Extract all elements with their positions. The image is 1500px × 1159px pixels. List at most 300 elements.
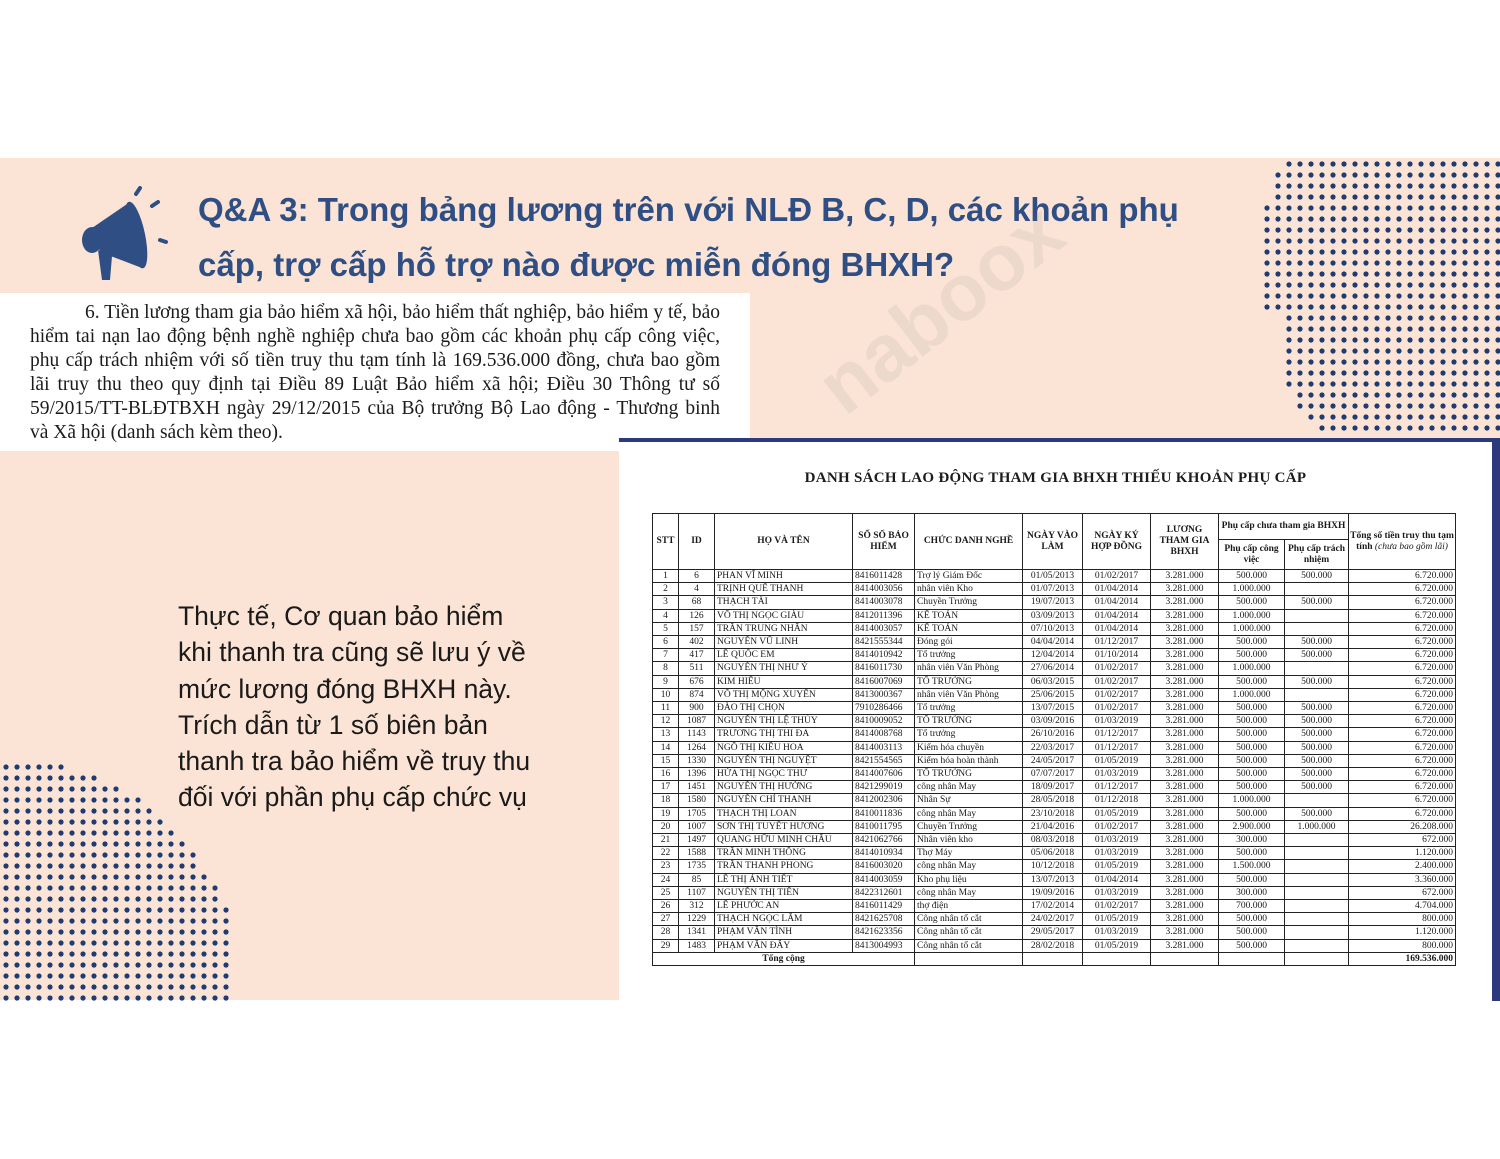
- dot: [47, 973, 52, 978]
- dot: [1407, 282, 1412, 287]
- dot: [1264, 227, 1269, 232]
- dot: [1308, 227, 1313, 232]
- dot: [1374, 194, 1379, 199]
- dot: [91, 984, 96, 989]
- dot: [1484, 414, 1489, 419]
- dot: [201, 918, 206, 923]
- cell-name: TRẦN MINH THÔNG: [715, 847, 853, 860]
- dot: [168, 863, 173, 868]
- dot: [1407, 260, 1412, 265]
- dot: [212, 929, 217, 934]
- dot: [47, 918, 52, 923]
- dot: [1407, 326, 1412, 331]
- dot: [1440, 216, 1445, 221]
- cell-position: TỔ TRƯỞNG: [915, 675, 1023, 688]
- dot: [1308, 183, 1313, 188]
- cell-position: TỔ TRƯỞNG: [915, 715, 1023, 728]
- dot: [1275, 249, 1280, 254]
- cell-total: 3.360.000: [1349, 873, 1456, 886]
- dot: [113, 841, 118, 846]
- dot: [36, 929, 41, 934]
- cell-allowance-work: 500.000: [1219, 728, 1285, 741]
- dot: [157, 852, 162, 857]
- dot: [80, 973, 85, 978]
- dot: [25, 929, 30, 934]
- dot: [1396, 315, 1401, 320]
- cell-name: NGUYỄN CHÍ THANH: [715, 794, 853, 807]
- cell-id: 1087: [679, 715, 715, 728]
- cell-insurance-book: 8412002306: [853, 794, 915, 807]
- cell-position: Tổ trưởng: [915, 728, 1023, 741]
- dot: [168, 918, 173, 923]
- dot: [1484, 260, 1489, 265]
- dot: [1319, 249, 1324, 254]
- dot: [91, 874, 96, 879]
- dot: [47, 863, 52, 868]
- dot: [47, 951, 52, 956]
- dot: [47, 995, 52, 1000]
- dot: [1484, 359, 1489, 364]
- cell-id: 68: [679, 596, 715, 609]
- dot: [1473, 315, 1478, 320]
- cell-contract-date: 01/12/2017: [1083, 636, 1151, 649]
- cell-salary: 3.281.000: [1151, 781, 1219, 794]
- dot: [47, 764, 52, 769]
- cell-allowance-work: 500.000: [1219, 596, 1285, 609]
- dot: [1407, 392, 1412, 397]
- dot: [1473, 216, 1478, 221]
- dot: [1286, 260, 1291, 265]
- cell-insurance-book: 8416011428: [853, 570, 915, 583]
- cell-position: KẾ TOÁN: [915, 622, 1023, 635]
- cell-name: LÊ QUỐC EM: [715, 649, 853, 662]
- cell-name: PHAN VĨ MINH: [715, 570, 853, 583]
- cell-name: NGUYỄN THỊ NHƯ Ý: [715, 662, 853, 675]
- cell-salary: 3.281.000: [1151, 688, 1219, 701]
- cell-start-date: 19/07/2013: [1023, 596, 1083, 609]
- cell-allowance-resp: 500.000: [1285, 675, 1349, 688]
- dot: [91, 929, 96, 934]
- dot: [1374, 260, 1379, 265]
- dot: [47, 885, 52, 890]
- cell-stt: 13: [653, 728, 679, 741]
- cell-allowance-resp: 500.000: [1285, 636, 1349, 649]
- cell-allowance-resp: 1.000.000: [1285, 820, 1349, 833]
- dot: [1385, 414, 1390, 419]
- cell-id: 126: [679, 609, 715, 622]
- dot: [1473, 425, 1478, 430]
- dot: [1484, 172, 1489, 177]
- dot: [91, 940, 96, 945]
- dot: [25, 874, 30, 879]
- dot: [102, 808, 107, 813]
- dot: [1429, 216, 1434, 221]
- cell-id: 1497: [679, 834, 715, 847]
- dot: [1418, 161, 1423, 166]
- dot: [1352, 304, 1357, 309]
- dot: [1341, 304, 1346, 309]
- dot: [3, 907, 8, 912]
- dot: [1440, 403, 1445, 408]
- dot: [80, 863, 85, 868]
- dot: [1429, 414, 1434, 419]
- dot: [1319, 260, 1324, 265]
- cell-insurance-book: 8414008768: [853, 728, 915, 741]
- dot: [1418, 381, 1423, 386]
- cell-name: QUANG HỮU MINH CHÂU: [715, 834, 853, 847]
- dot: [212, 962, 217, 967]
- cell-total: 1.120.000: [1349, 926, 1456, 939]
- dot: [1462, 337, 1467, 342]
- dot: [1418, 348, 1423, 353]
- cell-id: 417: [679, 649, 715, 662]
- dot: [1495, 172, 1500, 177]
- cell-start-date: 25/06/2015: [1023, 688, 1083, 701]
- cell-contract-date: 01/10/2014: [1083, 649, 1151, 662]
- dot: [157, 995, 162, 1000]
- dot: [1374, 227, 1379, 232]
- dot: [1396, 227, 1401, 232]
- dot: [47, 852, 52, 857]
- cell-salary: 3.281.000: [1151, 702, 1219, 715]
- dot: [1451, 370, 1456, 375]
- dot: [1451, 172, 1456, 177]
- table-row: [653, 886, 1456, 899]
- dot: [102, 874, 107, 879]
- dot: [3, 984, 8, 989]
- cell-name: THẠCH THỊ LOAN: [715, 807, 853, 820]
- dot: [1440, 205, 1445, 210]
- dot: [113, 874, 118, 879]
- cell-contract-date: 01/12/2018: [1083, 794, 1151, 807]
- dot: [168, 962, 173, 967]
- cell-total: 6.720.000: [1349, 583, 1456, 596]
- cell-start-date: 13/07/2015: [1023, 702, 1083, 715]
- cell-salary: 3.281.000: [1151, 873, 1219, 886]
- dot: [212, 907, 217, 912]
- dot: [1462, 282, 1467, 287]
- dot: [223, 907, 228, 912]
- dot: [146, 874, 151, 879]
- cell-name: NGUYỄN VŨ LINH: [715, 636, 853, 649]
- dot: [113, 973, 118, 978]
- cell-allowance-resp: 500.000: [1285, 741, 1349, 754]
- dot: [1330, 161, 1335, 166]
- dot: [1319, 194, 1324, 199]
- dot: [1374, 238, 1379, 243]
- dot: [1352, 216, 1357, 221]
- dot: [146, 962, 151, 967]
- cell-position: nhân viên Văn Phòng: [915, 662, 1023, 675]
- dot: [1330, 381, 1335, 386]
- dot: [1297, 194, 1302, 199]
- dot: [1484, 271, 1489, 276]
- dot: [1352, 227, 1357, 232]
- dot: [1297, 238, 1302, 243]
- dot: [36, 896, 41, 901]
- cell-stt: 11: [653, 702, 679, 715]
- cell-id: 511: [679, 662, 715, 675]
- cell-total: 672.000: [1349, 886, 1456, 899]
- dot: [1418, 337, 1423, 342]
- dot: [135, 907, 140, 912]
- dot: [201, 885, 206, 890]
- dot: [1286, 282, 1291, 287]
- dot: [146, 918, 151, 923]
- dot: [1429, 172, 1434, 177]
- dot: [168, 896, 173, 901]
- dot: [1341, 414, 1346, 419]
- dot: [1385, 205, 1390, 210]
- dot: [135, 819, 140, 824]
- dot: [146, 830, 151, 835]
- cell-contract-date: 01/02/2017: [1083, 675, 1151, 688]
- cell-id: 1264: [679, 741, 715, 754]
- dot: [1308, 381, 1313, 386]
- cell-position: công nhân May: [915, 860, 1023, 873]
- cell-total: 6.720.000: [1349, 688, 1456, 701]
- dot: [1451, 392, 1456, 397]
- dot: [1363, 227, 1368, 232]
- dot: [201, 984, 206, 989]
- dot: [1418, 271, 1423, 276]
- dot: [179, 973, 184, 978]
- table-row: [653, 768, 1456, 781]
- dot: [1396, 293, 1401, 298]
- cell-total: 6.720.000: [1349, 754, 1456, 767]
- dot: [124, 929, 129, 934]
- dot: [1374, 293, 1379, 298]
- dot: [1484, 337, 1489, 342]
- dot: [1418, 370, 1423, 375]
- dot: [1429, 205, 1434, 210]
- dot: [1484, 238, 1489, 243]
- dot: [1341, 359, 1346, 364]
- dot: [179, 940, 184, 945]
- dot: [1396, 304, 1401, 309]
- dot: [1495, 293, 1500, 298]
- dot: [201, 907, 206, 912]
- cell-id: 4: [679, 583, 715, 596]
- dot: [1385, 282, 1390, 287]
- cell-total: 800.000: [1349, 913, 1456, 926]
- dot: [1495, 227, 1500, 232]
- cell-total: 6.720.000: [1349, 794, 1456, 807]
- dot: [1473, 337, 1478, 342]
- dot: [1451, 216, 1456, 221]
- dot: [14, 786, 19, 791]
- cell-total: 6.720.000: [1349, 570, 1456, 583]
- dot: [1319, 183, 1324, 188]
- dot: [1462, 414, 1467, 419]
- cell-allowance-work: 500.000: [1219, 649, 1285, 662]
- dot: [1484, 392, 1489, 397]
- dot: [36, 808, 41, 813]
- dot: [1451, 326, 1456, 331]
- dot: [1451, 315, 1456, 320]
- dot: [1319, 370, 1324, 375]
- cell-id: 1330: [679, 754, 715, 767]
- dot: [1473, 348, 1478, 353]
- dot: [1330, 238, 1335, 243]
- dot: [124, 797, 129, 802]
- dot: [179, 874, 184, 879]
- dot: [135, 962, 140, 967]
- dot: [1330, 205, 1335, 210]
- dot: [102, 841, 107, 846]
- dot: [1429, 238, 1434, 243]
- cell-stt: 23: [653, 860, 679, 873]
- dot: [146, 940, 151, 945]
- dot: [1352, 271, 1357, 276]
- dot: [190, 896, 195, 901]
- dot: [1473, 370, 1478, 375]
- dot: [1418, 425, 1423, 430]
- dot: [1319, 304, 1324, 309]
- cell-start-date: 08/03/2018: [1023, 834, 1083, 847]
- dot: [1396, 161, 1401, 166]
- dot: [3, 819, 8, 824]
- cell-contract-date: 01/05/2019: [1083, 939, 1151, 952]
- dot: [146, 885, 151, 890]
- dot: [1341, 392, 1346, 397]
- cell-insurance-book: 8421554565: [853, 754, 915, 767]
- cell-position: Thợ Máy: [915, 847, 1023, 860]
- dot-pattern-top-right: [1228, 158, 1500, 438]
- dot: [1297, 293, 1302, 298]
- cell-id: 6: [679, 570, 715, 583]
- dot: [1473, 161, 1478, 166]
- dot: [1297, 403, 1302, 408]
- cell-insurance-book: 8410011795: [853, 820, 915, 833]
- dot: [1286, 293, 1291, 298]
- dot: [1385, 337, 1390, 342]
- cell-start-date: 29/05/2017: [1023, 926, 1083, 939]
- dot: [69, 885, 74, 890]
- dot: [1297, 348, 1302, 353]
- dot: [1484, 194, 1489, 199]
- dot: [36, 984, 41, 989]
- dot: [1484, 370, 1489, 375]
- cell-allowance-resp: [1285, 913, 1349, 926]
- dot: [3, 852, 8, 857]
- table-row: [653, 939, 1456, 952]
- dot: [58, 830, 63, 835]
- dot: [1385, 194, 1390, 199]
- dot: [3, 830, 8, 835]
- dot: [1374, 315, 1379, 320]
- dot: [146, 907, 151, 912]
- dot: [168, 984, 173, 989]
- dot: [1418, 282, 1423, 287]
- dot: [1363, 326, 1368, 331]
- dot: [146, 951, 151, 956]
- dot: [1330, 227, 1335, 232]
- dot: [91, 896, 96, 901]
- dot: [3, 797, 8, 802]
- dot: [58, 984, 63, 989]
- cell-stt: 20: [653, 820, 679, 833]
- dot: [146, 808, 151, 813]
- dot: [1363, 194, 1368, 199]
- cell-name: TRỊNH QUẾ THANH: [715, 583, 853, 596]
- dot: [1385, 315, 1390, 320]
- dot: [113, 863, 118, 868]
- cell-stt: 26: [653, 900, 679, 913]
- dot: [201, 973, 206, 978]
- dot: [3, 918, 8, 923]
- cell-allowance-work: 500.000: [1219, 939, 1285, 952]
- dot: [1396, 392, 1401, 397]
- dot: [190, 984, 195, 989]
- dot: [1495, 183, 1500, 188]
- cell-allowance-resp: [1285, 794, 1349, 807]
- dot: [168, 951, 173, 956]
- dot: [91, 775, 96, 780]
- inspection-excerpt: [0, 293, 750, 451]
- cell-position: Đóng gói: [915, 636, 1023, 649]
- cell-name: VÕ THỊ NGỌC GIÀU: [715, 609, 853, 622]
- dot: [1440, 348, 1445, 353]
- dot: [25, 962, 30, 967]
- dot: [58, 995, 63, 1000]
- dot: [1286, 238, 1291, 243]
- dot: [1363, 348, 1368, 353]
- dot: [190, 940, 195, 945]
- dot: [157, 819, 162, 824]
- dot: [1473, 205, 1478, 210]
- cell-contract-date: 01/05/2019: [1083, 807, 1151, 820]
- cell-name: NGUYỄN THỊ LỆ THỦY: [715, 715, 853, 728]
- dot: [1275, 172, 1280, 177]
- dot: [1275, 194, 1280, 199]
- dot: [1363, 282, 1368, 287]
- dot: [1363, 161, 1368, 166]
- dot: [113, 929, 118, 934]
- cell-allowance-work: 1.000.000: [1219, 688, 1285, 701]
- dot: [47, 808, 52, 813]
- dot: [1473, 183, 1478, 188]
- dot: [1374, 381, 1379, 386]
- cell-id: 1107: [679, 886, 715, 899]
- dot: [1440, 194, 1445, 199]
- dot: [157, 940, 162, 945]
- dot: [1330, 414, 1335, 419]
- cell-salary: 3.281.000: [1151, 886, 1219, 899]
- dot: [1462, 293, 1467, 298]
- cell-id: 85: [679, 873, 715, 886]
- dot: [1440, 293, 1445, 298]
- dot: [25, 896, 30, 901]
- cell-contract-date: 01/04/2014: [1083, 873, 1151, 886]
- dot: [47, 830, 52, 835]
- cell-start-date: 07/07/2017: [1023, 768, 1083, 781]
- dot: [36, 797, 41, 802]
- dot: [1462, 227, 1467, 232]
- cell-insurance-book: 8412011396: [853, 609, 915, 622]
- dot: [223, 940, 228, 945]
- dot: [1374, 216, 1379, 221]
- dot: [1352, 172, 1357, 177]
- cell-insurance-book: 8410011836: [853, 807, 915, 820]
- cell-allowance-resp: [1285, 860, 1349, 873]
- cell-insurance-book: 8414007606: [853, 768, 915, 781]
- dot: [80, 962, 85, 967]
- dot: [113, 808, 118, 813]
- dot: [47, 907, 52, 912]
- dot: [91, 918, 96, 923]
- dot: [58, 896, 63, 901]
